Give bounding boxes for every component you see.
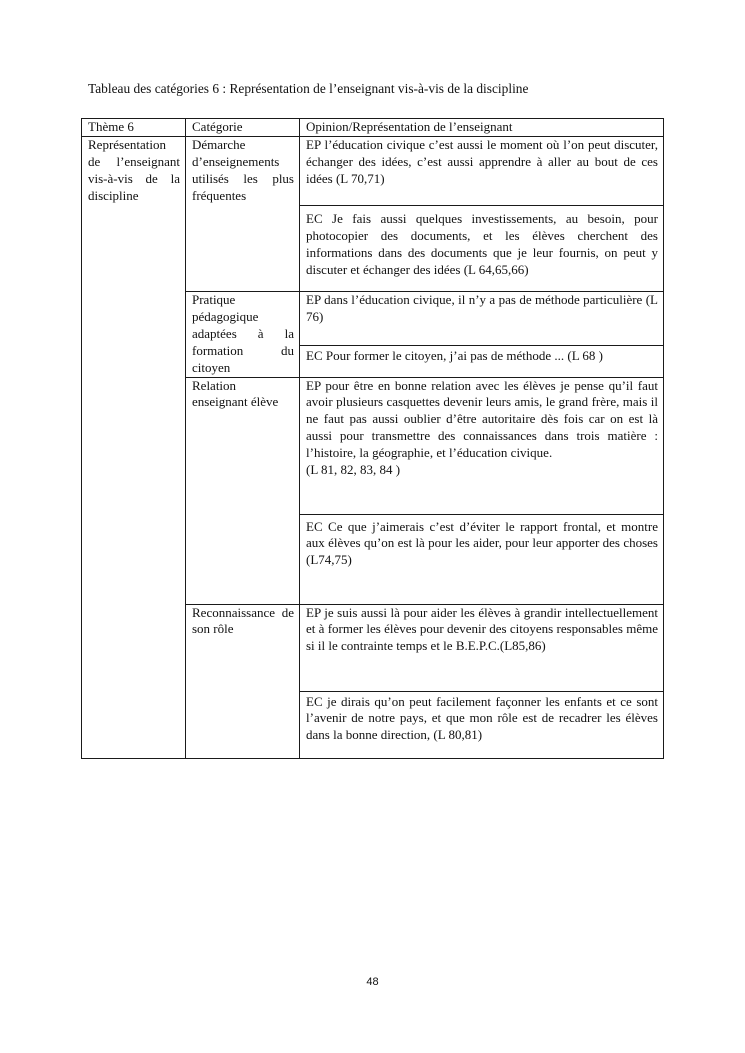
table-header-row (82, 119, 664, 137)
categories-table (81, 118, 664, 759)
theme-label: Représentation de l’enseignant vis-à-vis de la discipline (88, 137, 180, 203)
theme-cell (82, 137, 186, 759)
category-cell (186, 604, 300, 758)
opinion-cell (300, 377, 664, 514)
opinion-cell: EC Pour former le citoyen, j’ai pas de méthode ... (L 68 ) (300, 345, 664, 377)
category-label: Reconnaissance de son rôle (192, 604, 294, 637)
table-row (82, 137, 664, 206)
opinion-cell: EC je dirais qu’on peut facilement façonner les enfants et ce sont l’avenir de notre pays, et que mon rôle est de recadrer les élèves dans la bonne direction, (L 80,81) (300, 691, 664, 758)
opinion-text: EP pour être en bonne relation avec les élèves je pense qu’il faut avoir plusieurs casquettes devenir leurs amis, le grand frère, mais il ne faut pas aussi oublier d’être autoritaire dès fois car on est là aussi pour transmettre des connaissances dans trois matière : l’histoire, la géographie, et l’éducation civique. (306, 377, 658, 461)
category-cell (186, 292, 300, 378)
header-opinion: Opinion/Représentation de l’enseignant (300, 119, 664, 137)
header-category: Catégorie (186, 119, 300, 137)
opinion-cell: EC Ce que j’aimerais c’est d’éviter le rapport frontal, et montre aux élèves qu’on est là pour les aider, pour leur apporter des choses (L74,75) (300, 514, 664, 604)
page-number: 48 (366, 976, 379, 988)
category-cell (186, 137, 300, 292)
header-theme: Thème 6 (82, 119, 186, 137)
opinion-cell: EP dans l’éducation civique, il n’y a pas de méthode particulière (L 76) (300, 292, 664, 346)
opinion-cell: EC Je fais aussi quelques investissements, au besoin, pour photocopier des documents, et les élèves cherchent des informations dans des documents que je leur fournis, on peut y discuter et échanger des idées (L 64,65,66) (300, 206, 664, 292)
opinion-cell: EP l’éducation civique c’est aussi le moment où l’on peut discuter, échanger des idées, c’est aussi apprendre à aller au bout de ces idées (L 70,71) (300, 137, 664, 206)
category-label: Relation enseignant élève (192, 377, 279, 410)
opinion-ref: (L 81, 82, 83, 84 ) (306, 462, 401, 478)
opinion-cell: EP je suis aussi là pour aider les élèves à grandir intellectuellement et à former les élèves pour devenir des citoyens responsables même si il le contrainte temps et le B.E.P.C.(L85,86) (300, 604, 664, 691)
category-cell (186, 377, 300, 604)
table-caption: Tableau des catégories 6 : Représentation de l’enseignant vis-à-vis de la discipline (88, 81, 529, 96)
category-label: Pratique pédagogique adaptées à la formation du citoyen (192, 292, 294, 375)
category-label: Démarche d’enseignements utilisés les plus fréquentes (192, 137, 294, 203)
